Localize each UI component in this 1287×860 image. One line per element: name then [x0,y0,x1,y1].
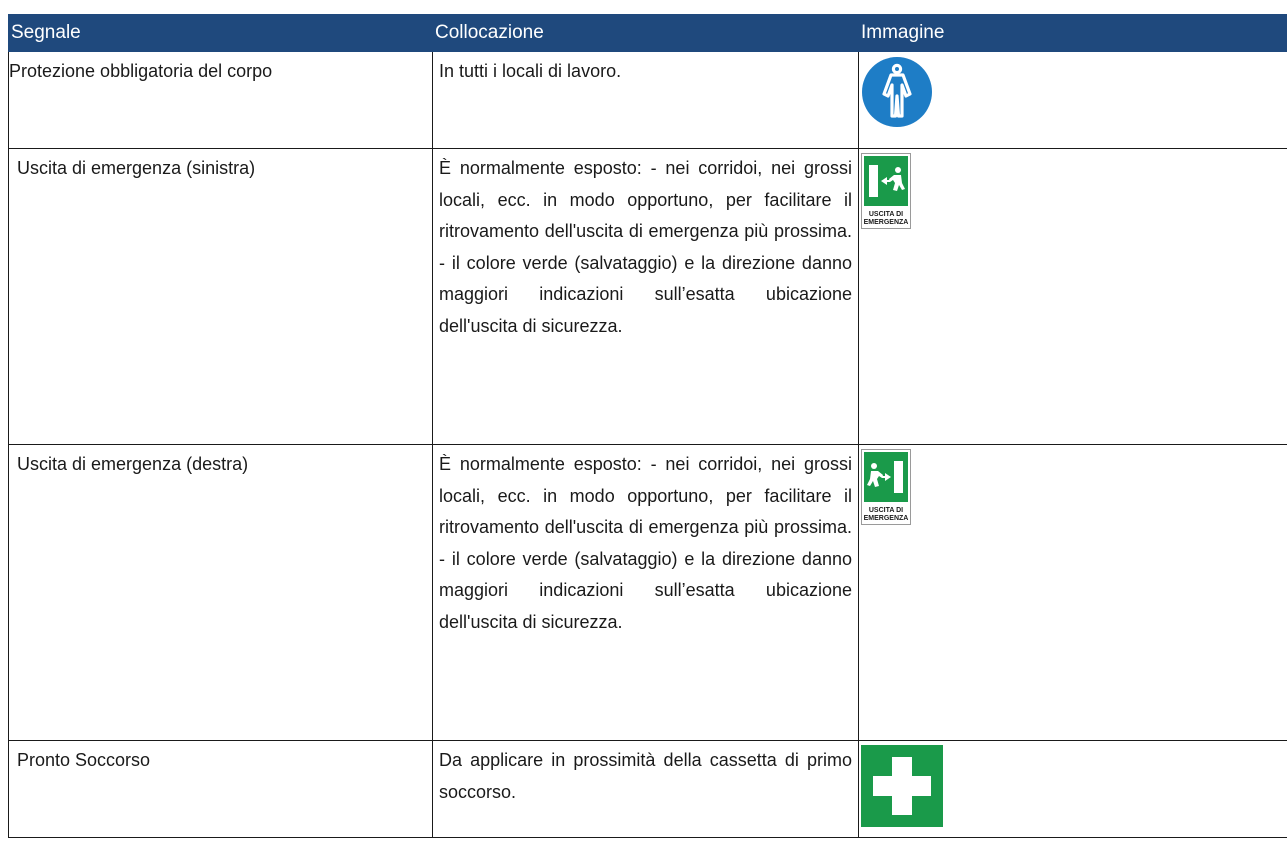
immagine-cell [859,52,1287,149]
svg-text:EMERGENZA: EMERGENZA [863,219,909,226]
segnale-cell: Uscita di emergenza (sinistra) [9,149,433,445]
signs-table [8,14,1287,838]
immagine-cell [859,149,1287,445]
table-header-row [9,15,1287,52]
table-row [9,445,1287,741]
segnale-cell: Uscita di emergenza (destra) [9,445,433,741]
emergency-exit-right-icon [861,449,911,525]
table-row [9,741,1287,838]
mandatory-body-protection-icon [861,56,933,128]
svg-text:USCITA DI: USCITA DI [868,507,904,514]
table-row [9,52,1287,149]
collocazione-cell: È normalmente esposto: - nei corridoi, nei grossi locali, ecc. in modo opportuno, per facilitare il ritrovamento dell'uscita di emergenza più prossima. - il colore verde (salvataggio) e la direzione danno maggiori indicazioni sull’esatta ubicazione dell'uscita di sicurezza. [433,149,859,445]
header-immagine: Immagine [859,15,1287,52]
segnale-cell: Pronto Soccorso [9,741,433,838]
svg-text:USCITA DI: USCITA DI [868,211,904,218]
segnale-cell: Protezione obbligatoria del corpo [9,52,433,149]
header-segnale: Segnale [9,15,433,52]
collocazione-cell: È normalmente esposto: - nei corridoi, nei grossi locali, ecc. in modo opportuno, per facilitare il ritrovamento dell'uscita di emergenza più prossima. - il colore verde (salvataggio) e la direzione danno maggiori indicazioni sull’esatta ubicazione dell'uscita di sicurezza. [433,445,859,741]
emergency-exit-left-icon [861,153,911,229]
table-row [9,149,1287,445]
immagine-cell [859,741,1287,838]
collocazione-cell: Da applicare in prossimità della cassetta di primo soccorso. [433,741,859,838]
immagine-cell [859,445,1287,741]
first-aid-icon [861,745,943,827]
header-collocazione: Collocazione [433,15,859,52]
svg-text:EMERGENZA: EMERGENZA [863,515,909,522]
collocazione-cell: In tutti i locali di lavoro. [433,52,859,149]
